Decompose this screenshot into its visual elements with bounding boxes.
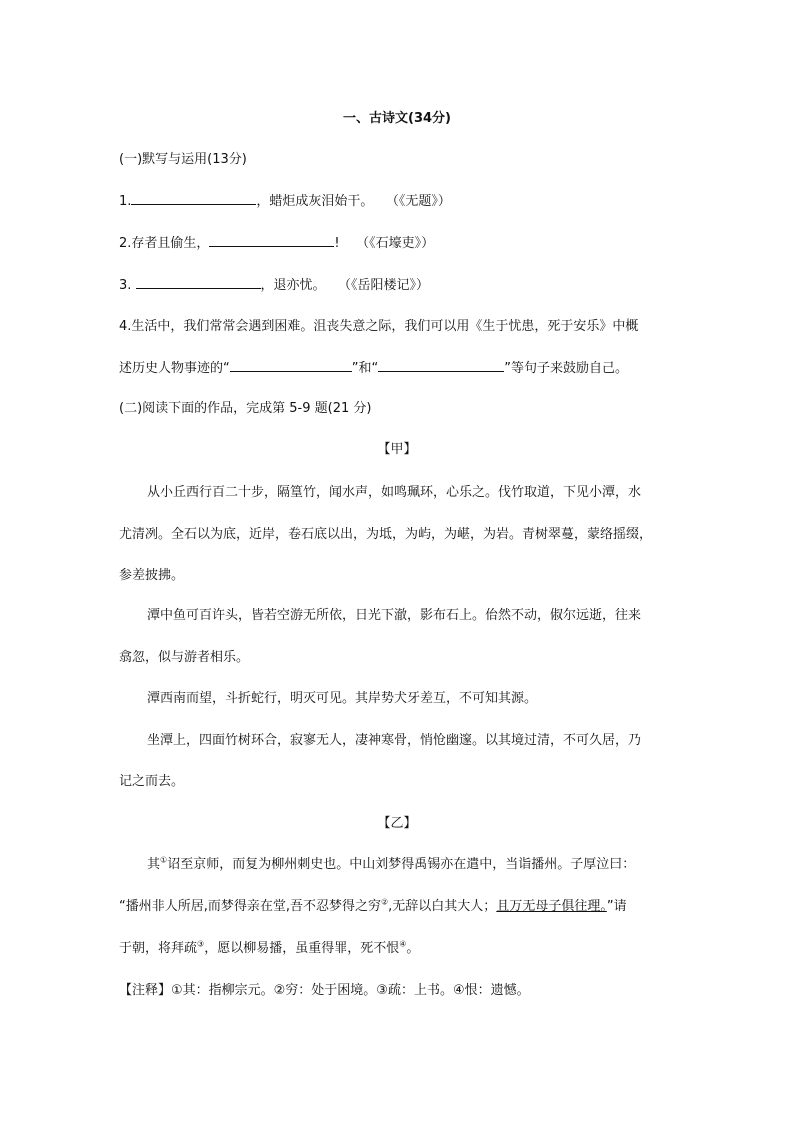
yi-line-3	[119, 940, 419, 958]
q4-text-c: ”等句子来鼓励自己。	[504, 361, 628, 376]
footnote-mark-3: ③	[197, 939, 205, 949]
jia-line-8: 记之而去。	[119, 774, 185, 789]
jia-line-3: 参差披拂。	[119, 568, 185, 583]
yi-l1-a: 其	[147, 857, 161, 872]
jia-line-1: 从小丘西行百二十步，隔篁竹，闻水声，如鸣珮环，心乐之。伐竹取道，下见小潭，水	[147, 485, 642, 500]
q3-number: 3.	[119, 278, 136, 293]
jia-line-6: 潭西南而望，斗折蛇行，明灭可见。其岸势犬牙差互，不可知其源。	[147, 691, 538, 706]
yi-l3-c: 。	[406, 941, 420, 956]
q2-text: !	[334, 236, 340, 251]
q2-source: （《石壕吏》）	[356, 236, 435, 251]
q2-blank[interactable]	[209, 234, 334, 247]
q4-text-a: 述历史人物事迹的“	[119, 361, 230, 376]
footnote-mark-1: ①	[160, 855, 168, 865]
question-3	[119, 276, 429, 295]
question-2	[119, 234, 434, 253]
passage-yi-title: 【乙】	[377, 816, 417, 831]
underlined-sentence: 且万无母子俱往理。	[496, 899, 607, 914]
q1-blank[interactable]	[131, 192, 256, 205]
yi-l3-a: 于朝，将拜疏	[119, 941, 198, 956]
section-title: 一、古诗文(34分)	[343, 111, 451, 126]
yi-l2-c: ”请	[606, 899, 627, 914]
jia-line-4: 潭中鱼可百许头，皆若空游无所依，日光下澈，影布石上。佁然不动，俶尔远逝，往来	[147, 608, 642, 623]
q3-text: ，退亦忧。	[260, 278, 326, 293]
part2-heading: (二)阅读下面的作品，完成第 5-9 题(21 分)	[119, 401, 372, 416]
part1-heading: (一)默写与运用(13分)	[119, 152, 247, 167]
annotation-note: 【注释】①其：指柳宗元。②穷：处于困境。③疏：上书。④恨：遗憾。	[119, 983, 530, 998]
q3-source: （《岳阳楼记》）	[337, 278, 429, 293]
jia-line-7: 坐潭上，四面竹树环合，寂寥无人，凄神寒骨，悄怆幽邃。以其境过清，不可久居，乃	[147, 733, 642, 748]
q1-number: 1.	[119, 194, 132, 209]
yi-l1-b: 诏至京师，而复为柳州刺史也。中山刘梦得禹锡亦在遣中，当诣播州。子厚泣曰：	[167, 857, 636, 872]
footnote-mark-4: ④	[399, 939, 407, 949]
q4-blank-2[interactable]	[378, 359, 504, 372]
q2-number: 2.存者且偷生，	[119, 236, 210, 251]
question-4-line1: 4.生活中，我们常常会遇到困难。沮丧失意之际，我们可以用《生于忧患，死于安乐》中概	[119, 319, 639, 334]
q1-text: ，蜡炬成灰泪始干。	[256, 194, 374, 209]
yi-l3-b: ，愿以柳易播，虽重得罪，死不恨	[204, 941, 400, 956]
jia-line-2: 尤清冽。全石以为底，近岸，卷石底以出，为坻，为屿，为嵁，为岩。青树翠蔓，蒙络摇缀，	[119, 527, 653, 542]
yi-line-1	[147, 856, 635, 874]
yi-line-2	[119, 898, 627, 916]
question-1	[119, 192, 451, 211]
q4-blank-1[interactable]	[230, 359, 352, 372]
jia-line-5: 翕忽，似与游者相乐。	[119, 650, 250, 665]
q3-blank[interactable]	[136, 276, 261, 289]
q1-source: （《无题》）	[385, 194, 451, 209]
question-4-line2	[119, 359, 628, 378]
q4-text-b: ”和“	[351, 361, 379, 376]
footnote-mark-2: ②	[381, 897, 389, 907]
yi-l2-b: ,无辞以白其大人；	[388, 899, 497, 914]
passage-jia-title: 【甲】	[377, 442, 417, 457]
yi-l2-a: “播州非人所居,而梦得亲在堂,吾不忍梦得之穷	[119, 899, 381, 914]
